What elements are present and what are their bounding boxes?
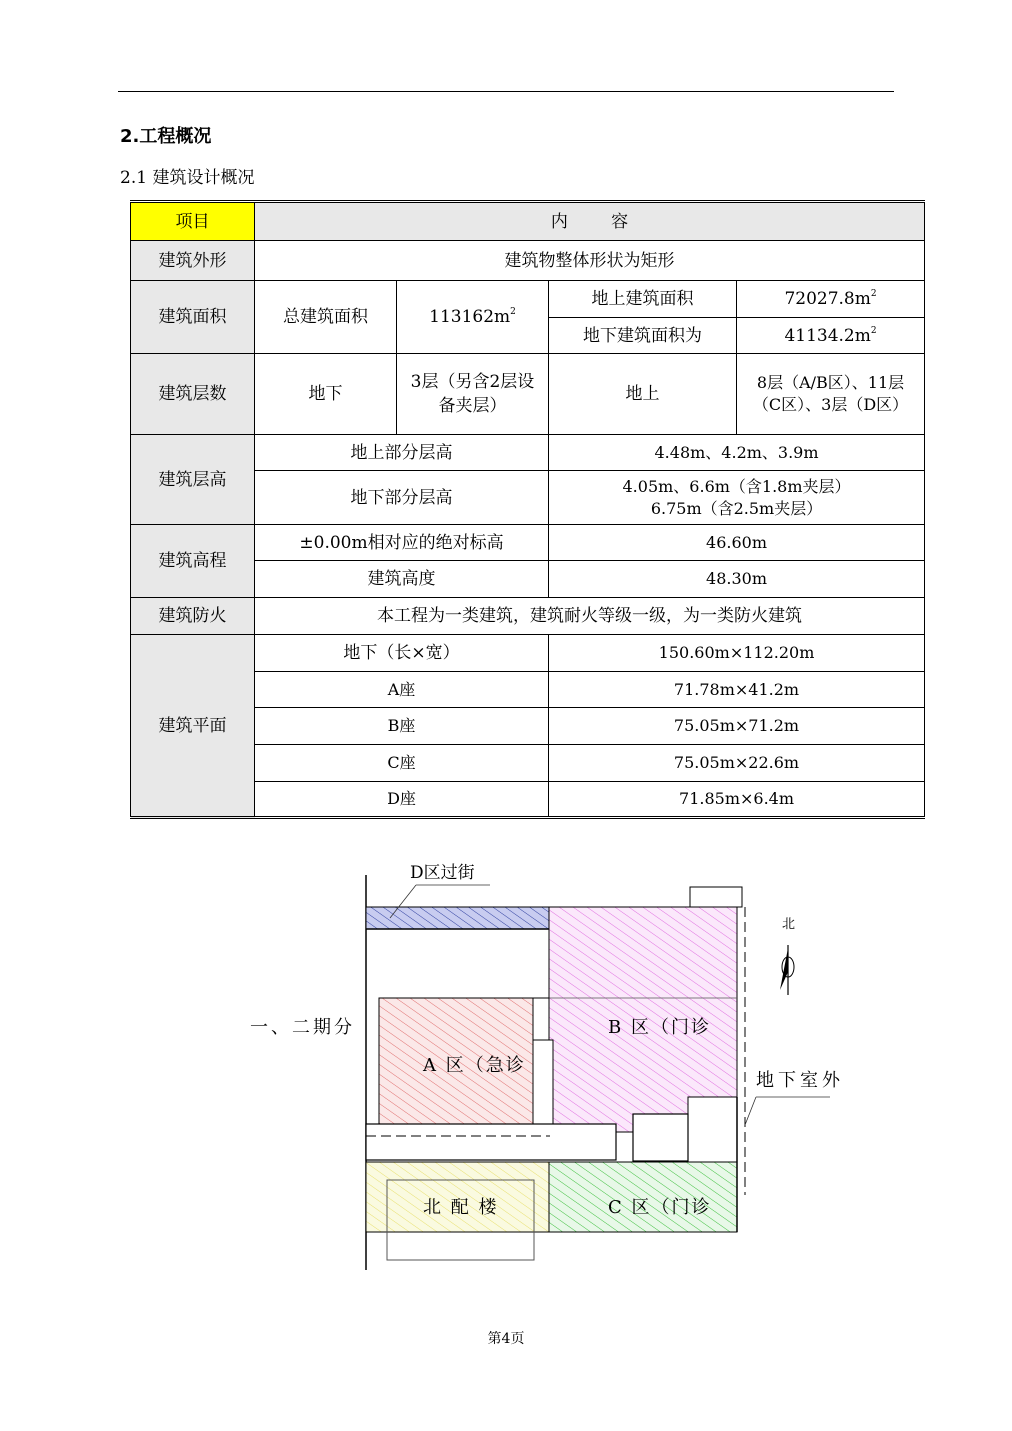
site-plan-drawing bbox=[240, 850, 880, 1280]
plan-value: 71.78m×41.2m bbox=[549, 672, 925, 708]
site-plan bbox=[240, 850, 880, 1284]
section-heading: 2.工程概况 bbox=[120, 126, 212, 147]
header-item: 项目 bbox=[131, 202, 255, 241]
abs-elevation-value: 46.60m bbox=[549, 525, 925, 561]
zone-b-annex bbox=[690, 887, 742, 907]
plan-value: 150.60m×112.20m bbox=[549, 635, 925, 672]
row-label-elevation: 建筑高程 bbox=[131, 525, 255, 598]
label-zone-c: C 区（门诊 bbox=[608, 1197, 712, 1218]
under-floors-value: 3层（另含2层设备夹层） bbox=[397, 354, 549, 435]
below-height-value-line: 4.05m、6.6m（含1.8m夹层） bbox=[622, 476, 851, 496]
row-label-floors: 建筑层数 bbox=[131, 354, 255, 435]
total-area-value: $113162m^2$ bbox=[397, 281, 549, 354]
table-row bbox=[131, 598, 925, 635]
label-underground: 地下室外 bbox=[756, 1070, 844, 1091]
notch bbox=[533, 998, 549, 1040]
label-north: 北 bbox=[782, 917, 796, 932]
leader-underground bbox=[745, 1097, 756, 1125]
page-number: 第4页 bbox=[487, 1331, 525, 1347]
label-d-zone: D区过街 bbox=[410, 863, 475, 883]
row-label-height: 建筑层高 bbox=[131, 435, 255, 525]
row-label-shape: 建筑外形 bbox=[131, 241, 255, 281]
plan-name: B座 bbox=[255, 708, 549, 745]
table-header-row bbox=[131, 202, 925, 241]
abs-elevation-label: ±0.00m相对应的绝对标高 bbox=[255, 525, 549, 561]
above-area-value: $72027.8m^2$ bbox=[737, 281, 925, 318]
table-row bbox=[131, 435, 925, 471]
header-content: 内 容 bbox=[255, 202, 925, 241]
table-row bbox=[131, 525, 925, 561]
below-area-label: 地下建筑面积为 bbox=[549, 318, 737, 354]
header-rule bbox=[118, 91, 894, 92]
label-zone-a: A 区（急诊 bbox=[423, 1055, 526, 1076]
row-label-area: 建筑面积 bbox=[131, 281, 255, 354]
table-row bbox=[131, 354, 925, 435]
row-label-fire: 建筑防火 bbox=[131, 598, 255, 635]
above-height-value: 4.48m、4.2m、3.9m bbox=[549, 435, 925, 471]
stair-block bbox=[633, 1114, 688, 1161]
label-phase: 一、二期分 bbox=[250, 1017, 355, 1038]
table-row bbox=[131, 635, 925, 672]
plan-name: 地下（长×宽） bbox=[255, 635, 549, 672]
under-floors-label: 地下 bbox=[255, 354, 397, 435]
above-floors-value: 8层（A/B区）、11层（C区）、3层（D区） bbox=[737, 354, 925, 435]
below-area-value: $41134.2m^2$ bbox=[737, 318, 925, 354]
design-overview-table bbox=[130, 200, 925, 819]
corridor bbox=[366, 1124, 616, 1160]
row-label-plan: 建筑平面 bbox=[131, 635, 255, 818]
fire-value: 本工程为一类建筑，建筑耐火等级一级，为一类防火建筑 bbox=[255, 598, 925, 635]
subsection-heading: 2.1 建筑设计概况 bbox=[120, 168, 255, 188]
shape-value: 建筑物整体形状为矩形 bbox=[255, 241, 925, 281]
below-height-value-line: 6.75m（含2.5m夹层） bbox=[650, 498, 823, 518]
plan-value: 75.05m×71.2m bbox=[549, 708, 925, 745]
zone-d-bridge bbox=[366, 907, 549, 929]
label-beipei: 北 配 楼 bbox=[423, 1197, 499, 1218]
plan-name: A座 bbox=[255, 672, 549, 708]
below-height-label: 地下部分层高 bbox=[255, 471, 549, 525]
above-height-label: 地上部分层高 bbox=[255, 435, 549, 471]
building-height-label: 建筑高度 bbox=[255, 561, 549, 598]
plan-value: 75.05m×22.6m bbox=[549, 745, 925, 782]
above-area-label: 地上建筑面积 bbox=[549, 281, 737, 318]
building-height-value: 48.30m bbox=[549, 561, 925, 598]
plan-value: 71.85m×6.4m bbox=[549, 782, 925, 818]
table-row bbox=[131, 241, 925, 281]
above-floors-label: 地上 bbox=[549, 354, 737, 435]
plan-name: D座 bbox=[255, 782, 549, 818]
label-zone-b: B 区（门诊 bbox=[608, 1017, 711, 1038]
total-area-label: 总建筑面积 bbox=[255, 281, 397, 354]
below-height-value bbox=[549, 471, 925, 525]
plan-name: C座 bbox=[255, 745, 549, 782]
table-row bbox=[131, 281, 925, 318]
